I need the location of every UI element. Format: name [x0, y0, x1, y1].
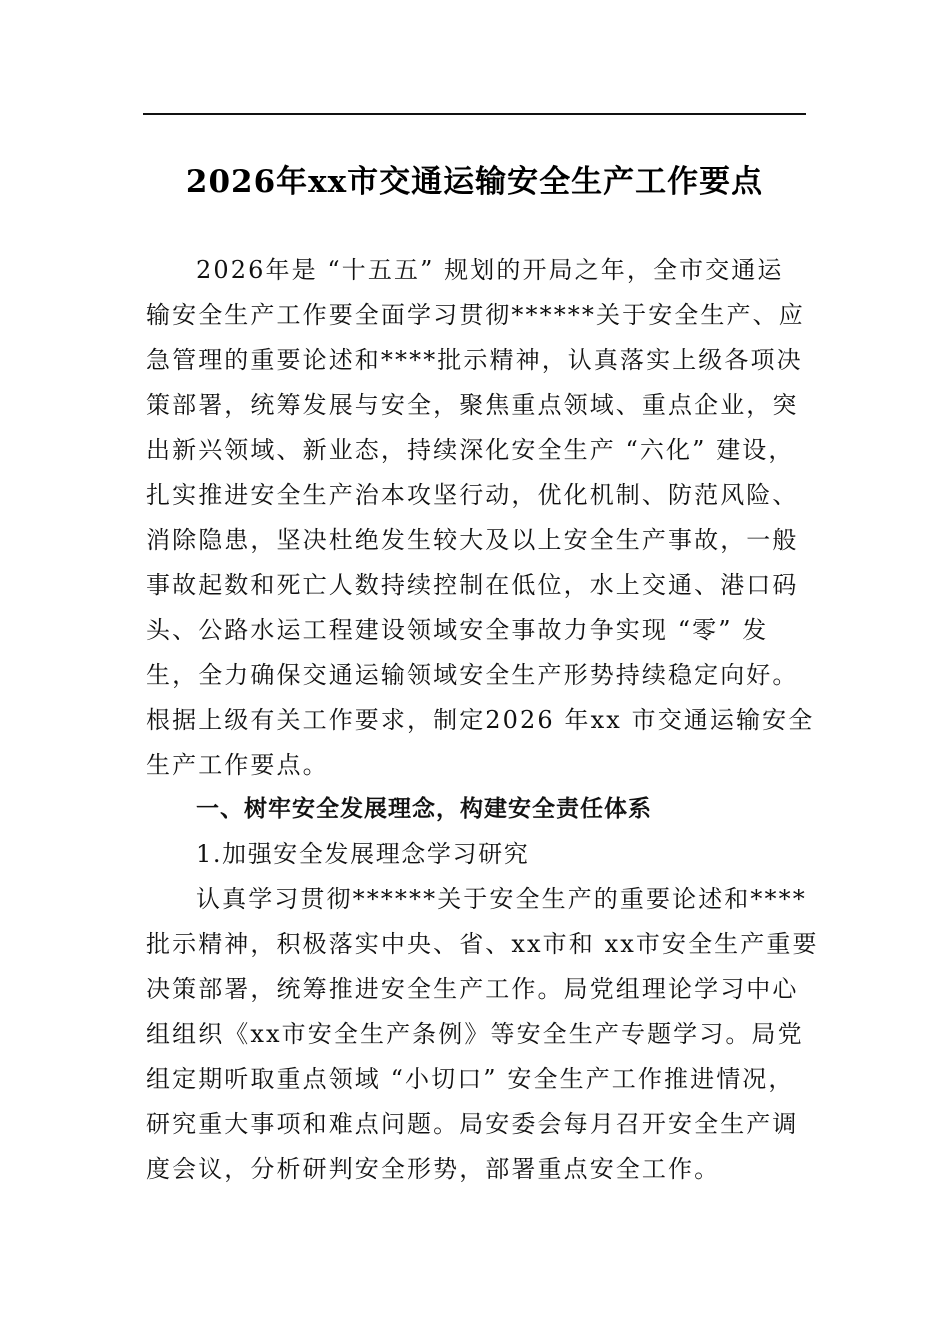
section-heading: 一、树牢安全发展理念，构建安全责任体系 [196, 796, 652, 822]
text-line: 组组织《xx市安全生产条例》等安全生产专题学习。局党 [146, 1020, 804, 1048]
text-line: 研究重大事项和难点问题。局安委会每月召开安全生产调 [146, 1110, 799, 1138]
text-line: 输安全生产工作要全面学习贯彻******关于安全生产、应 [146, 301, 805, 329]
text-line: 度会议，分析研判安全形势，部署重点安全工作。 [146, 1155, 721, 1183]
text-line: 策部署，统筹发展与安全，聚焦重点领域、重点企业，突 [146, 391, 799, 419]
text-line: 出新兴领域、新业态，持续深化安全生产 “六化” 建设， [146, 436, 795, 464]
header-rule [143, 113, 806, 115]
document-title: 2026年xx市交通运输安全生产工作要点 [185, 164, 764, 200]
text-line: 组定期听取重点领域 “小切口” 安全生产工作推进情况， [146, 1065, 795, 1093]
text-line: 头、公路水运工程建设领域安全事故力争实现 “零” 发 [146, 616, 769, 644]
text-line: 生产工作要点。 [146, 751, 329, 779]
text-line: 决策部署，统筹推进安全生产工作。局党组理论学习中心 [146, 975, 799, 1003]
text-line: 根据上级有关工作要求，制定2026 年xx 市交通运输安全 [146, 706, 815, 734]
section-1 [146, 787, 819, 1192]
text-line: 事故起数和死亡人数持续控制在低位，水上交通、港口码 [146, 571, 799, 599]
text-line: 急管理的重要论述和****批示精神，认真落实上级各项决 [146, 346, 803, 374]
subsection-heading: 1.加强安全发展理念学习研究 [196, 840, 530, 868]
text-line: 生，全力确保交通运输领域安全生产形势持续稳定向好。 [146, 661, 799, 689]
text-line: 批示精神，积极落实中央、省、xx市和 xx市安全生产重要 [146, 930, 819, 958]
intro-paragraph [146, 248, 816, 788]
text-line: 消除隐患，坚决杜绝发生较大及以上安全生产事故，一般 [146, 526, 799, 554]
text-line: 认真学习贯彻******关于安全生产的重要论述和**** [196, 885, 807, 913]
text-line: 2026年是 “十五五” 规划的开局之年，全市交通运 [196, 256, 784, 284]
text-line: 扎实推进安全生产治本攻坚行动，优化机制、防范风险、 [146, 481, 799, 509]
